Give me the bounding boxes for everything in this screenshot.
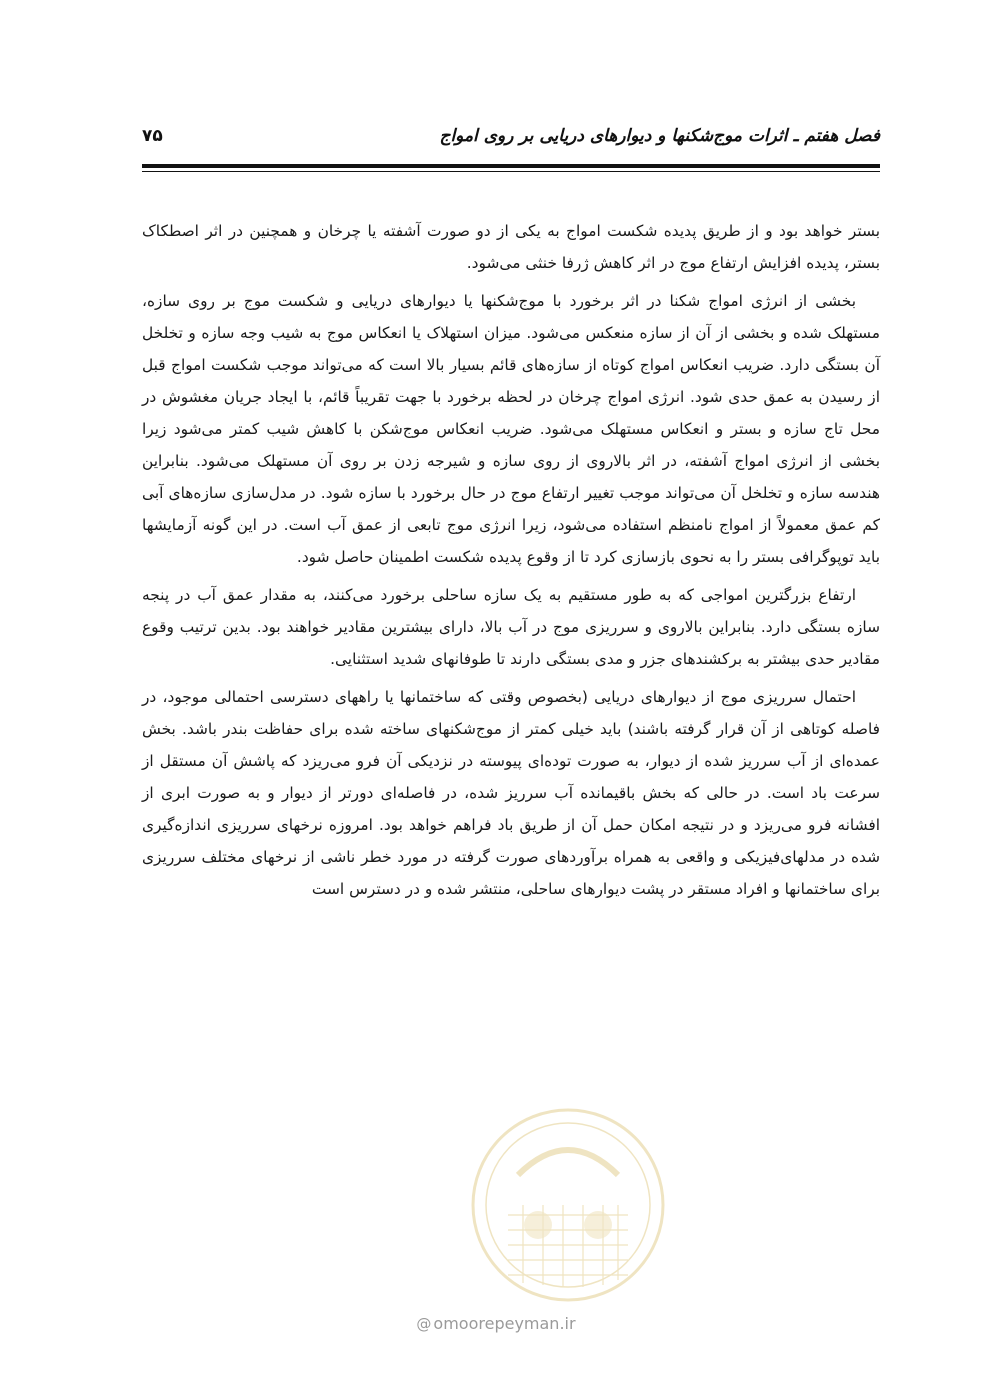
paragraph-3: ارتفاع بزرگترین امواجی که به طور مستقیم به یک سازه ساحلی برخورد می‌کنند، به مقدار عمق آب در پنجه سازه بستگی دارد. بنابراین بالاروی و سرریزی موج در آب بالا، دارای بیشترین مقادیر خواهند بود. بدین ترتیب وقوع مقادیر حدی بیشتر به برکشندهای جزر و مدی بستگی دارند تا طوفانهای شدید استثنایی. xyxy=(142,586,880,668)
paragraph-1: بستر خواهد بود و از طریق پدیده شکست امواج به یکی از دو صورت آشفته یا چرخان و همچنین در اثر اصطکاک بستر، پدیده افزایش ارتفاع موج در اثر کاهش ژرفا خنثی می‌شود. xyxy=(142,222,880,272)
running-header xyxy=(142,124,880,154)
at-icon: @ xyxy=(416,1315,432,1333)
page-number: ۷۵ xyxy=(142,126,163,146)
header-rule-thin xyxy=(142,171,880,172)
watermark-site xyxy=(0,1314,992,1333)
header-rule-thick xyxy=(142,164,880,168)
paragraph-2: بخشی از انرژی امواج شکنا در اثر برخورد با موج‌شکنها یا دیوارهای دریایی و شکست موج بر روی سازه، مستهلک شده و بخشی از آن از سازه منعکس می‌شود. میزان استهلاک یا انعکاس موج به شیب وجه سازه و تخلخل آن بستگی دارد. ضریب انعکاس امواج کوتاه از سازه‌های قائم بسیار بالا است که می‌تواند موجب شکست امواج قبل از رسیدن به عمق حدی شود. انرژی امواج چرخان در لحظه برخورد با جهت تقریباً قائم، با ایجاد جریان مغشوش در محل تاج سازه و بستر و انعکاس مستهلک می‌شود. ضریب انعکاس موج‌شکن با کاهش شیب کمتر می‌شود زیرا بخشی از انرژی امواج آشفته، در اثر بالاروی از روی سازه و شیرجه زدن بر روی آن مستهلک می‌شود. بنابراین هندسه سازه و تخلخل آن می‌تواند موجب تغییر ارتفاع موج در حال برخورد با سازه شود. در مدل‌سازی سازه‌های آبی کم عمق معمولاً از امواج نامنظم استفاده می‌شود، زیرا انرژی موج تابعی از عمق آب است. در این گونه آزمایشها باید توپوگرافی بستر را به نحوی بازسازی کرد تا از وقوع پدیده شکست اطمینان حاصل شود. xyxy=(142,292,880,566)
chapter-title: فصل هفتم ـ اثرات موج‌شکنها و دیوارهای دریایی بر روی امواج xyxy=(439,126,880,146)
watermark-logo xyxy=(468,1105,668,1305)
body-text xyxy=(142,215,880,911)
watermark-site-text: omoorepeyman.ir xyxy=(433,1314,576,1333)
paragraph-4: احتمال سرریزی موج از دیوارهای دریایی (بخصوص وقتی که ساختمانها یا راههای دسترسی احتمالی موجود، در فاصله کوتاهی از آن قرار گرفته باشند) باید خیلی کمتر از موج‌شکنهای ساخته شده برای حفاظت بندر باشد. بخش عمده‌ای از آب سرریز شده از دیوار، به صورت توده‌ای پیوسته در نزدیکی آن فرو می‌ریزد که پاشش آن مستقل از سرعت باد است. در حالی که بخش باقیمانده آب سرریز شده، در فاصله‌ای دورتر از دیوار و به صورت ابری از افشانه فرو می‌ریزد و در نتیجه امکان حمل آن از طریق باد فراهم خواهد بود. امروزه نرخهای سرریزی اندازه‌گیری شده در مدلهای‌فیزیکی و واقعی به همراه برآوردهای صورت گرفته در مورد خطر ناشی از نرخهای مختلف سرریزی برای ساختمانها و افراد مستقر در پشت دیوارهای ساحلی، منتشر شده و در دسترس است xyxy=(142,688,880,898)
